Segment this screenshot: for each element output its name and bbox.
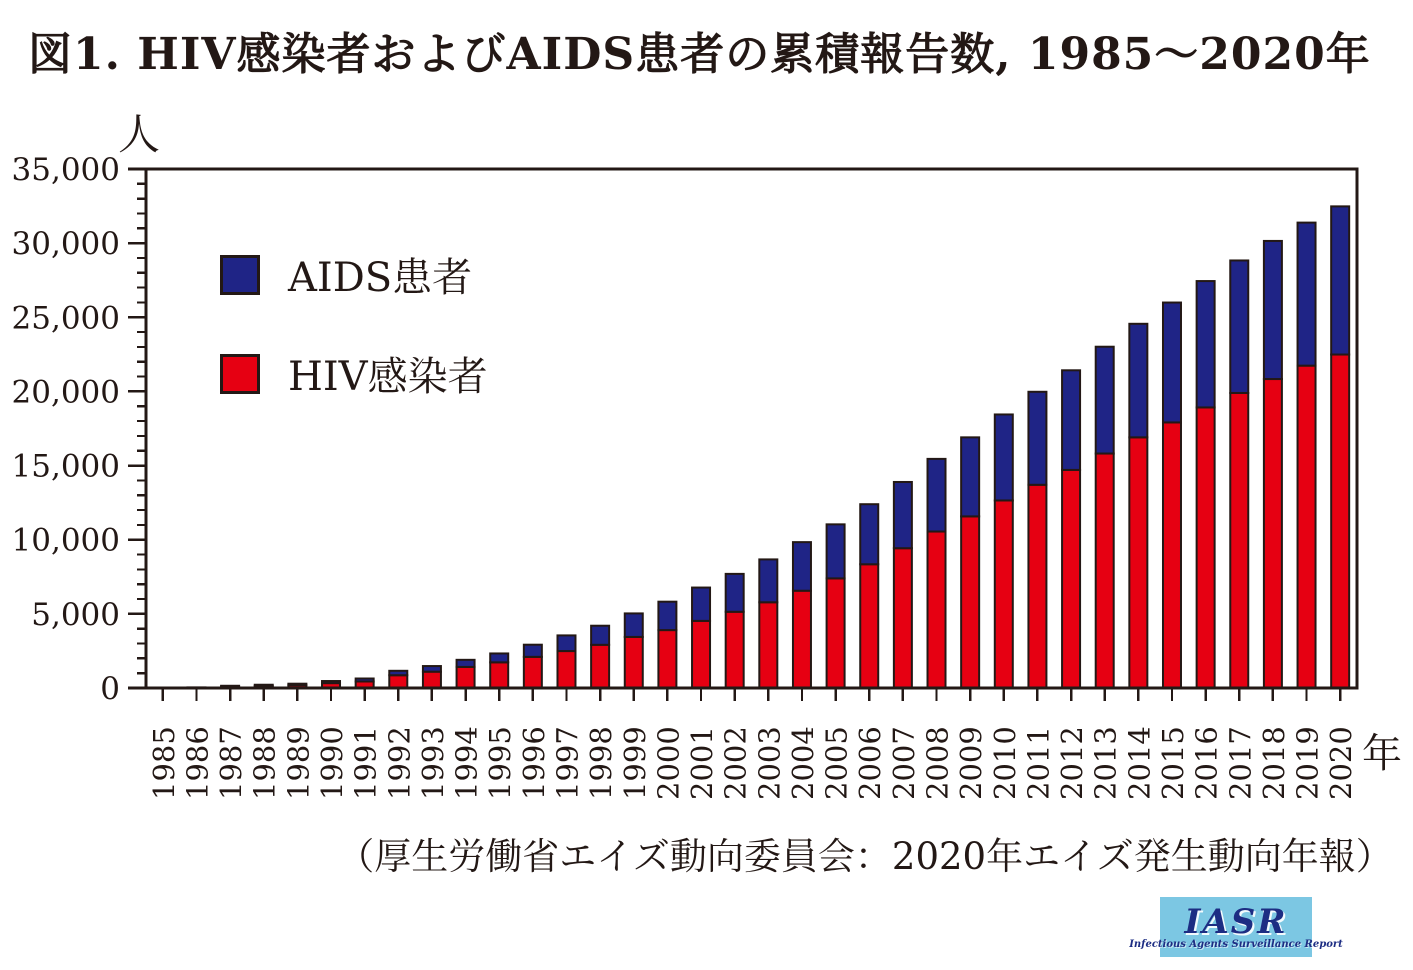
x-axis-year-label: 1991 [348, 726, 383, 800]
bar-segment-aids [1197, 281, 1215, 407]
x-axis-year-label: 2010 [987, 726, 1022, 800]
x-axis-year-label: 1998 [584, 726, 619, 800]
bar-segment-hiv [692, 621, 710, 688]
bar-segment-hiv [1028, 485, 1046, 688]
bar-segment-aids [1264, 241, 1282, 379]
x-axis-year-label: 2017 [1223, 726, 1258, 800]
bar-segment-hiv [591, 645, 609, 688]
bar-segment-hiv [1163, 422, 1181, 688]
bar-segment-aids [726, 574, 744, 612]
x-axis-year-label: 1994 [449, 726, 484, 800]
bar-segment-hiv [860, 564, 878, 688]
bar-segment-aids [1298, 223, 1316, 366]
x-axis-year-label: 1995 [483, 726, 518, 800]
x-axis-year-label: 1993 [415, 726, 450, 800]
bar-segment-aids [1096, 347, 1114, 454]
x-axis-year-label: 2011 [1021, 726, 1056, 800]
bar-segment-aids [490, 653, 508, 662]
bar-segment-aids [692, 588, 710, 621]
bar-segment-hiv [658, 630, 676, 688]
bar-segment-aids [961, 437, 979, 516]
x-axis-year-label: 1989 [281, 726, 316, 800]
bar-segment-aids [591, 626, 609, 645]
x-axis-year-label: 1996 [516, 726, 551, 800]
bar-segment-aids [625, 613, 643, 637]
bar-segment-hiv [759, 602, 777, 688]
x-axis-year-label: 2003 [752, 726, 787, 800]
x-axis-year-label: 2006 [853, 726, 888, 800]
bar-segment-hiv [961, 516, 979, 688]
x-axis-year-label: 2007 [886, 726, 921, 800]
legend-label-hiv: HIV感染者 [288, 354, 488, 400]
source-caption: （厚生労働省エイズ動向委員会：2020年エイズ発生動向年報） [337, 835, 1393, 878]
y-axis-tick-label: 20,000 [11, 374, 120, 411]
y-axis-tick-label: 25,000 [11, 300, 120, 337]
bar-segment-aids [995, 414, 1013, 500]
bar-segment-hiv [726, 612, 744, 688]
bar-segment-aids [524, 645, 542, 657]
bar-segment-aids [255, 685, 273, 686]
bar-segment-aids [322, 681, 340, 683]
bar-segment-hiv [1264, 379, 1282, 688]
bar-segment-hiv [1096, 454, 1114, 688]
x-axis-year-label: 1987 [214, 726, 249, 800]
x-axis-year-label: 2008 [920, 726, 955, 800]
x-axis-year-label: 2013 [1088, 726, 1123, 800]
bar-segment-hiv [1062, 470, 1080, 688]
bar-segment-hiv [827, 578, 845, 688]
bar-segment-hiv [490, 662, 508, 688]
x-axis-year-label: 2002 [718, 726, 753, 800]
x-axis-year-label: 1999 [617, 726, 652, 800]
x-axis-year-label: 2000 [651, 726, 686, 800]
x-axis-year-label: 2015 [1155, 726, 1190, 800]
bar-segment-aids [894, 482, 912, 548]
bar-segment-aids [1129, 324, 1147, 438]
x-axis-year-label: 2001 [685, 726, 720, 800]
x-axis-unit-label: 年 [1362, 731, 1402, 777]
bar-segment-aids [827, 524, 845, 578]
x-axis-year-label: 2019 [1290, 726, 1325, 800]
iasr-logo-subtitle: Infectious Agents Surveillance Report [1129, 938, 1343, 950]
bar-segment-hiv [625, 637, 643, 688]
iasr-logo-text: IASR [1184, 901, 1288, 942]
aids-color-swatch [220, 255, 260, 295]
x-axis-year-label: 2020 [1324, 726, 1359, 800]
x-axis-year-label: 2012 [1055, 726, 1090, 800]
x-axis-year-label: 2016 [1189, 726, 1224, 800]
y-axis-tick-label: 35,000 [11, 152, 120, 188]
bar-segment-aids [356, 679, 374, 682]
chart-title: 図1. HIV感染者およびAIDS患者の累積報告数, 1985～2020年 [28, 29, 1371, 80]
y-axis-tick-label: 0 [100, 671, 120, 707]
bar-segment-hiv [389, 675, 407, 688]
x-axis-year-label: 1985 [146, 726, 181, 800]
x-axis-year-label: 1992 [382, 726, 417, 800]
y-axis-tick-label: 10,000 [11, 522, 120, 559]
legend-label-aids: AIDS患者 [288, 255, 473, 301]
bar-segment-hiv [793, 591, 811, 688]
bar-segment-aids [1062, 370, 1080, 470]
bar-segment-hiv [524, 657, 542, 688]
bar-segment-aids [1230, 260, 1248, 393]
x-axis-year-label: 1986 [180, 726, 215, 800]
bar-segment-aids [658, 602, 676, 630]
y-axis-tick-label: 30,000 [11, 226, 120, 263]
bar-segment-hiv [894, 548, 912, 688]
bar-segment-hiv [423, 672, 441, 688]
y-axis-tick-label: 5,000 [31, 596, 120, 633]
bar-segment-aids [1028, 392, 1046, 485]
bar-segment-hiv [1331, 355, 1349, 688]
bar-segment-aids [1163, 303, 1181, 423]
y-axis-tick-label: 15,000 [11, 448, 120, 485]
iasr-logo [1129, 897, 1343, 957]
bar-segment-aids [389, 671, 407, 675]
bar-segment-hiv [557, 651, 575, 688]
bar-segment-hiv [457, 667, 475, 688]
bar-segment-aids [793, 542, 811, 591]
bar-segment-aids [423, 666, 441, 672]
y-axis-unit-label: 人 [118, 110, 161, 159]
bar-segment-aids [288, 684, 306, 685]
x-axis-year-label: 2005 [819, 726, 854, 800]
x-axis-year-label: 2004 [785, 726, 820, 800]
x-axis-year-label: 2009 [954, 726, 989, 800]
bar-segment-aids [557, 635, 575, 651]
bar-segment-hiv [1129, 437, 1147, 688]
x-axis-year-label: 1997 [550, 726, 585, 800]
bar-segment-hiv [1298, 366, 1316, 688]
legend-item-aids [220, 246, 488, 303]
bar-segment-hiv [1230, 393, 1248, 688]
legend-item-hiv [220, 345, 488, 402]
bar-segment-hiv [1197, 407, 1215, 688]
x-axis-year-label: 2014 [1122, 726, 1157, 800]
bar-segment-hiv [928, 532, 946, 688]
bar-segment-aids [1331, 206, 1349, 354]
legend [220, 246, 488, 444]
bar-segment-aids [928, 459, 946, 532]
bar-segment-aids [860, 504, 878, 564]
x-axis-year-label: 1988 [247, 726, 282, 800]
x-axis-year-label: 2018 [1256, 726, 1291, 800]
bar-segment-aids [457, 660, 475, 667]
bar-segment-aids [759, 559, 777, 602]
x-axis-year-label: 1990 [315, 726, 350, 800]
bar-segment-hiv [995, 500, 1013, 688]
hiv-color-swatch [220, 354, 260, 394]
